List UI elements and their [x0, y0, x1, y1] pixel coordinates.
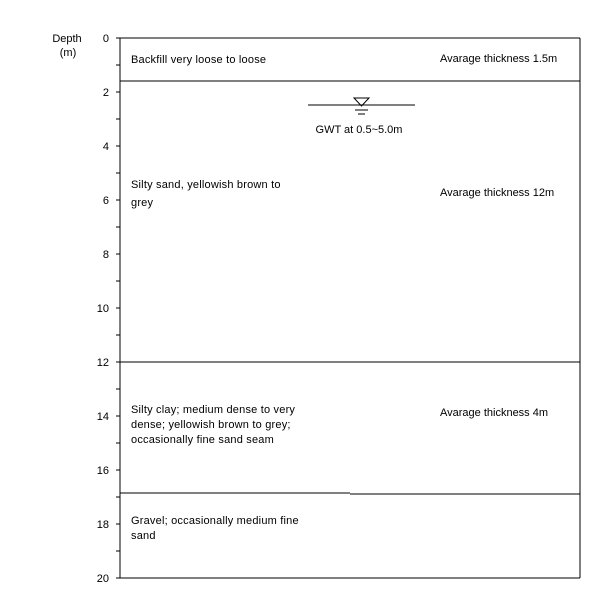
tick-label-20: 20 [96, 573, 109, 585]
tick-label-18: 18 [96, 519, 109, 531]
layer-silty-sand-description-line1: Silty sand, yellowish brown to [131, 179, 281, 191]
tick-label-8: 8 [102, 249, 109, 261]
tick-label-14: 14 [96, 411, 109, 423]
layer-silty-clay-description-line2: dense; yellowish brown to grey; [131, 419, 291, 431]
profile-frame [120, 38, 580, 578]
layer-silty-sand [131, 179, 554, 209]
depth-axis-title: Depth [52, 33, 82, 45]
layer-backfill-thickness: Avarage thickness 1.5m [440, 53, 558, 65]
depth-axis-unit: (m) [59, 47, 77, 59]
layer-gravel-description-line2: sand [131, 530, 156, 542]
layer-backfill-description: Backfill very loose to loose [131, 54, 267, 66]
tick-label-12: 12 [96, 357, 109, 369]
layer-silty-sand-thickness: Avarage thickness 12m [440, 187, 555, 199]
layer-backfill [131, 53, 557, 66]
layer-gravel [131, 515, 299, 542]
layer-gravel-description-line1: Gravel; occasionally medium fine [131, 515, 299, 527]
layer-silty-clay-description-line3: occasionally fine sand seam [131, 434, 274, 446]
tick-label-2: 2 [102, 87, 109, 99]
tick-label-0: 0 [102, 33, 109, 45]
tick-label-6: 6 [102, 195, 109, 207]
layer-silty-sand-description-line2: grey [131, 197, 154, 209]
tick-label-4: 4 [102, 141, 109, 153]
layer-silty-clay [131, 404, 548, 446]
tick-label-10: 10 [96, 303, 109, 315]
layer-silty-clay-thickness: Avarage thickness 4m [440, 407, 549, 419]
tick-label-16: 16 [96, 465, 109, 477]
depth-ticks [97, 33, 120, 585]
groundwater-table [308, 98, 415, 136]
layer-silty-clay-description-line1: Silty clay; medium dense to very [131, 404, 296, 416]
groundwater-label: GWT at 0.5~5.0m [315, 124, 403, 136]
